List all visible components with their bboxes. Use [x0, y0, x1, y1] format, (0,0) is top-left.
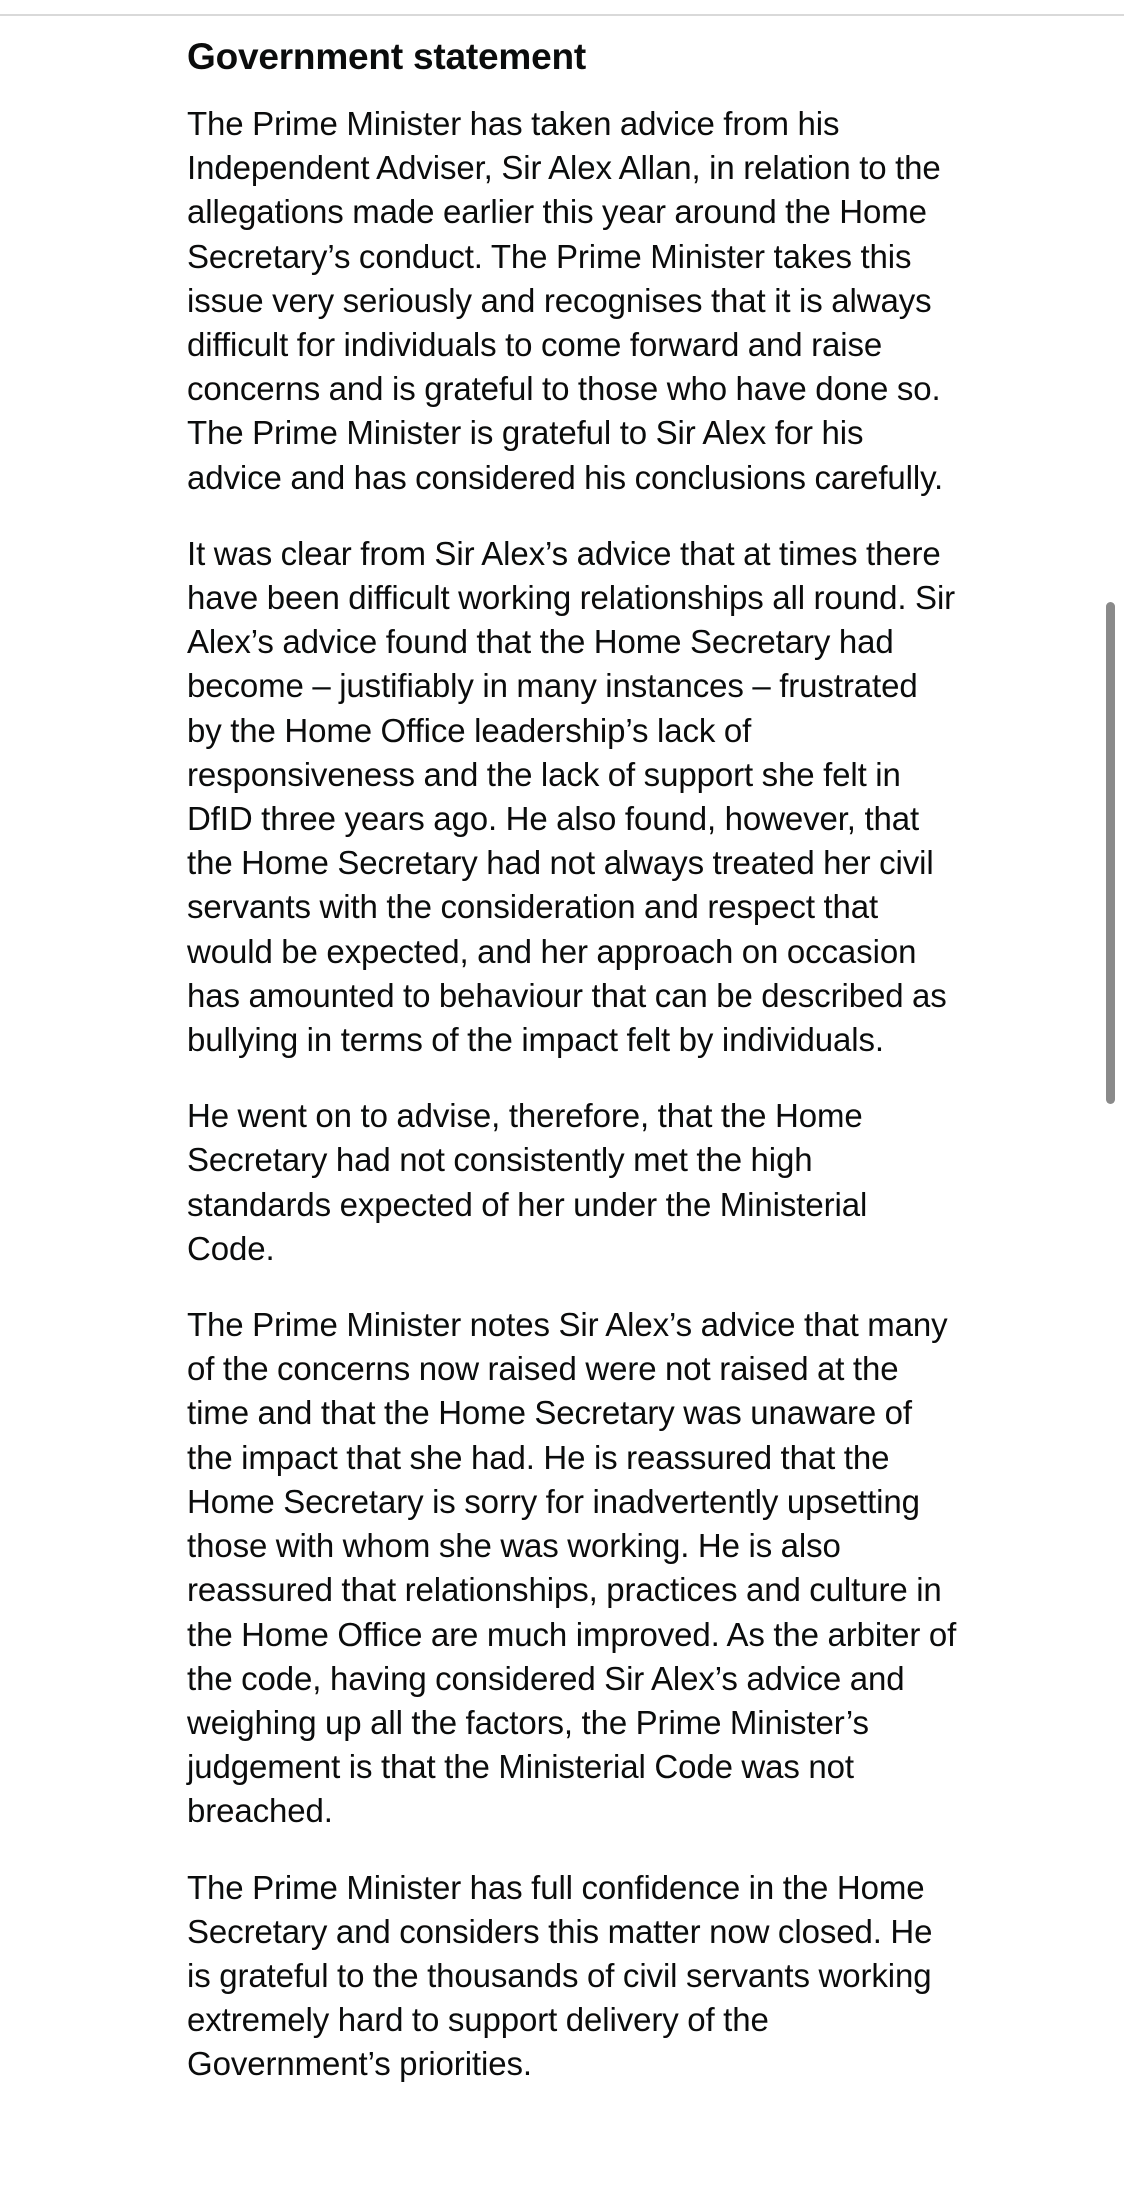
statement-paragraph-1: The Prime Minister has taken advice from his Independent Adviser, Sir Alex Allan, in relation to the allegations made earlier this year around the Home Secretary’s conduct. The Prime Minister takes this issue very seriously and recognises that it is always difficult for individuals to come forward and raise concerns and is grateful to those who have done so. The Prime Minister is grateful to Sir Alex for his advice and has considered his conclusions carefully. [187, 105, 944, 496]
statement-paragraph-3: He went on to advise, therefore, that the Home Secretary had not consistently met the high standards expected of her under the Ministerial Code. [187, 1097, 868, 1267]
vertical-scrollbar-thumb[interactable] [1106, 602, 1115, 1104]
statement-heading: Government statement [187, 36, 586, 77]
top-divider [0, 0, 1124, 16]
statement-paragraph-5: The Prime Minister has full confidence in the Home Secretary and considers this matter now closed. He is grateful to the thousands of civil servants working extremely hard to support delivery of the Government’s priorities. [187, 1868, 933, 2083]
statement-paragraph-2: It was clear from Sir Alex’s advice that at times there have been difficult working relationships all round. Sir Alex’s advice found that the Home Secretary had become – justifiably in many instances – frustrated by the Home Office leadership’s lack of responsiveness and the lack of support she felt in DfID three years ago. He also found, however, that the Home Secretary had not always treated her civil servants with the consideration and respect that would be expected, and her approach on occasion has amounted to behaviour that can be described as bullying in terms of the impact felt by individuals. [187, 534, 956, 1059]
statement-paragraph-4: The Prime Minister notes Sir Alex’s advice that many of the concerns now raised were not raised at the time and that the Home Secretary was unaware of the impact that she had. He is reassured that the Home Secretary is sorry for inadvertently upsetting those with whom she was working. He is also reassured that relationships, practices and culture in the Home Office are much improved. As the arbiter of the code, having considered Sir Alex’s advice and weighing up all the factors, the Prime Minister’s judgement is that the Ministerial Code was not breached. [187, 1306, 957, 1830]
statement-content [187, 32, 957, 2119]
